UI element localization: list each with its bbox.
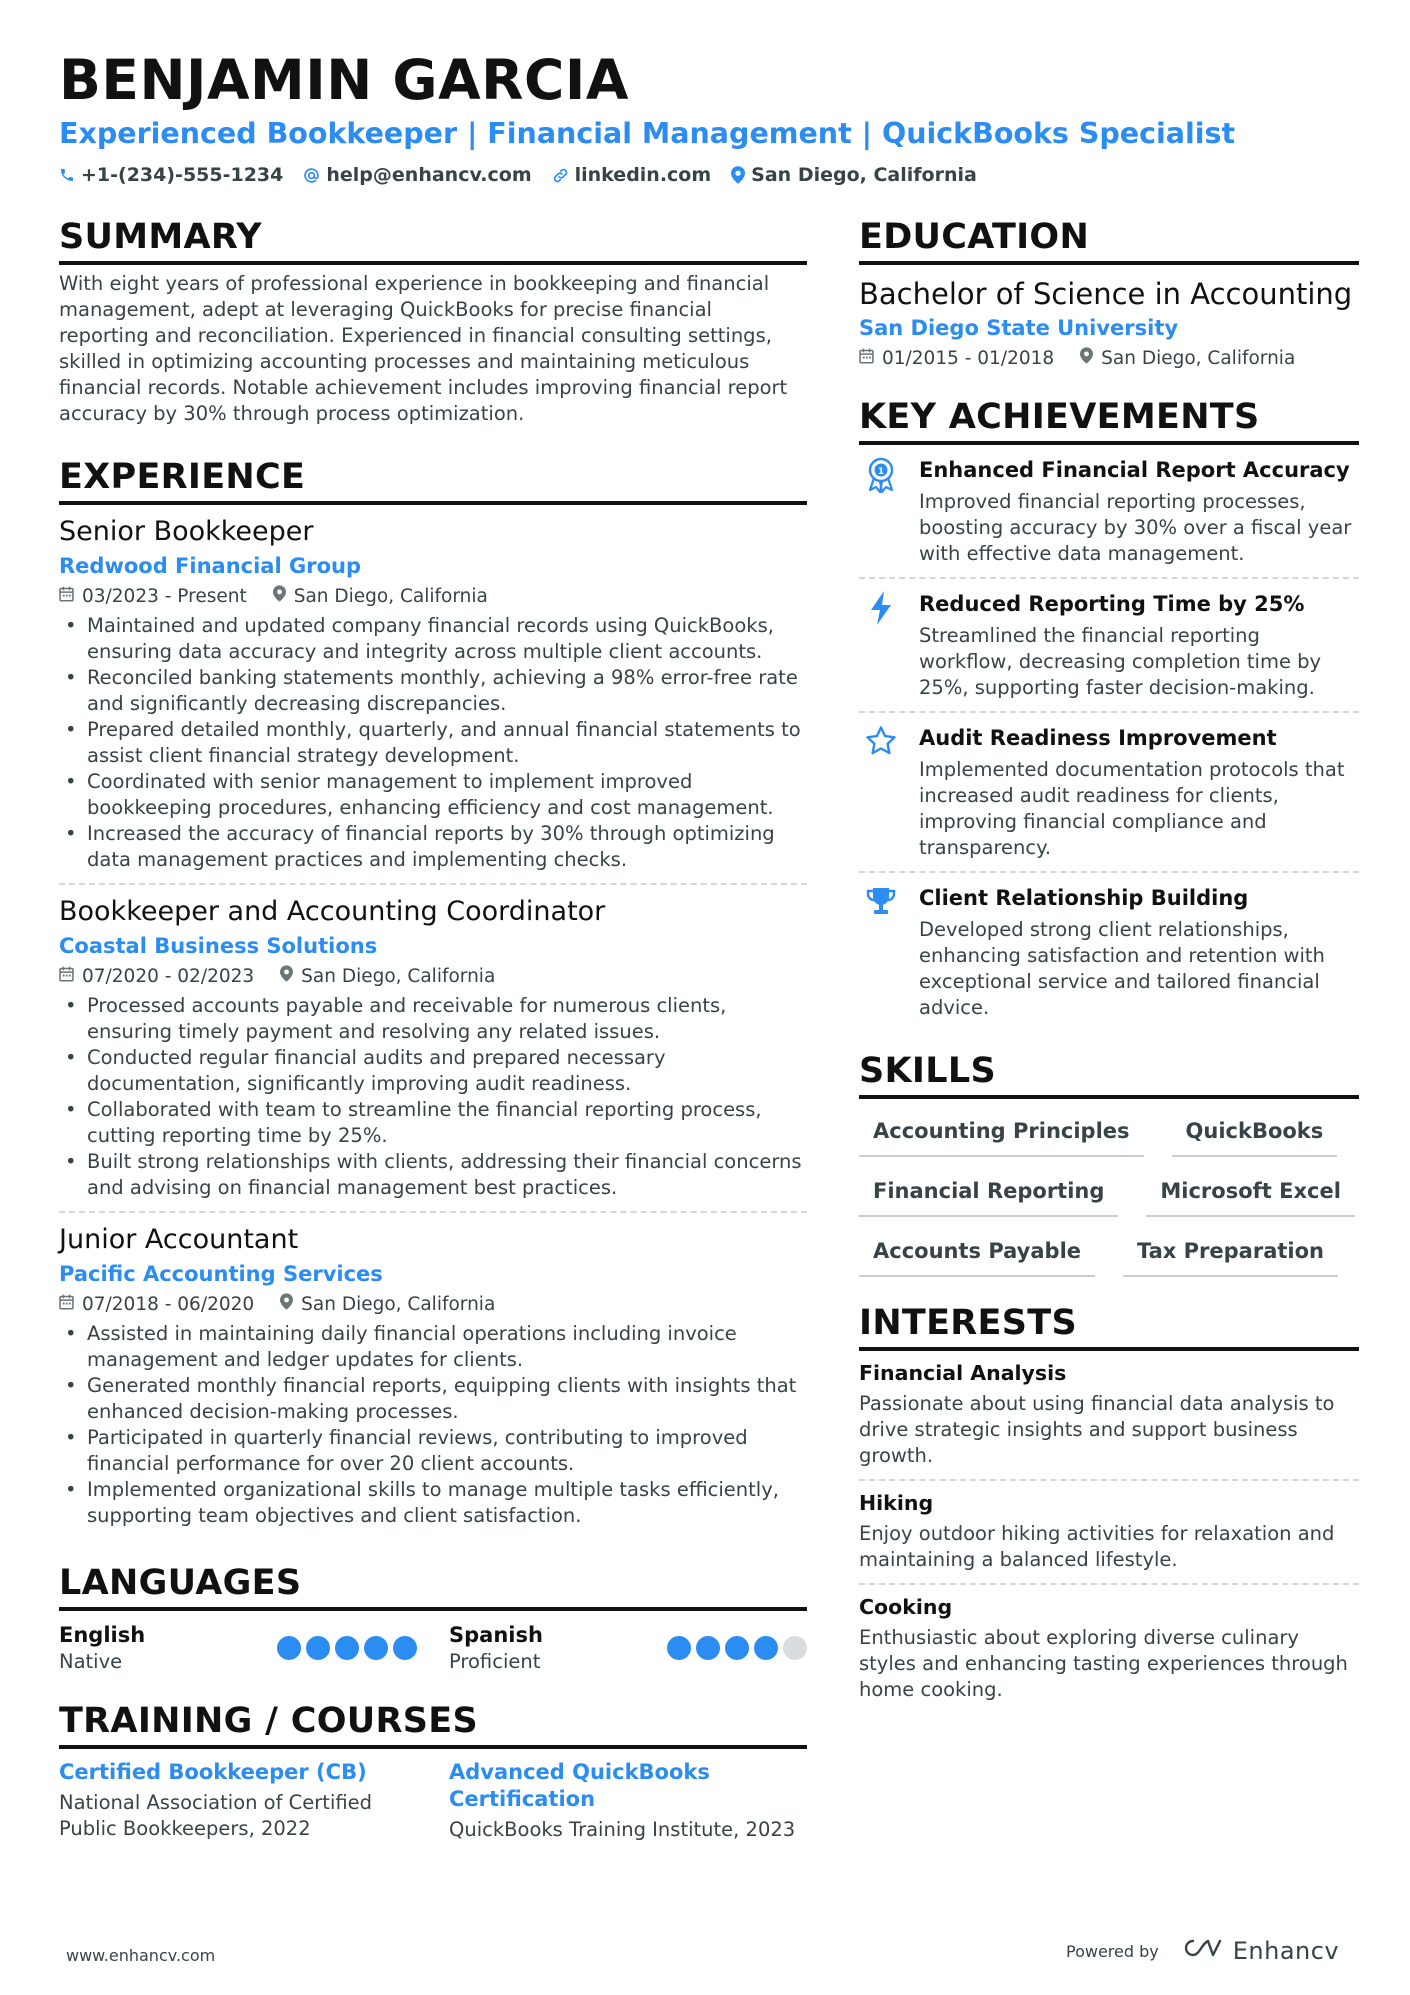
email-text: help@enhancv.com — [326, 164, 532, 186]
calendar-icon — [59, 583, 74, 611]
languages-section — [59, 1561, 807, 1675]
contact-phone[interactable] — [59, 162, 283, 188]
job-bullet: • Prepared detailed monthly, quarterly, and annual financial statements to assist client financial strategy development. — [59, 717, 807, 769]
job-location-text: San Diego, California — [293, 586, 488, 607]
skills-list — [859, 1111, 1359, 1277]
job-dates — [59, 583, 247, 611]
job-dates-text: 03/2023 - Present — [82, 586, 247, 607]
rating-dot-filled — [277, 1636, 301, 1660]
enhancv-logo-text: Enhancv — [1232, 1937, 1340, 1965]
phone-text: +1-(234)-555-1234 — [81, 164, 284, 186]
trophy-icon — [859, 883, 903, 1021]
job-bullet: • Participated in quarterly financial reviews, contributing to improved financial performance for over 20 client accounts. — [59, 1425, 807, 1477]
calendar-icon — [59, 1291, 74, 1319]
rating-dot-filled — [667, 1636, 691, 1660]
contact-linkedin[interactable] — [552, 162, 712, 188]
job-location-text: San Diego, California — [301, 966, 496, 987]
interest-title: Hiking — [859, 1491, 934, 1515]
achievement-desc: Developed strong client relationships, enhancing satisfaction and retention with exceptional service and tailored financial advice. — [919, 918, 1325, 1019]
language-name: Spanish — [449, 1623, 543, 1647]
job-bullet: • Generated monthly financial reports, equipping clients with insights that enhanced decision-making processes. — [59, 1373, 807, 1425]
job-bullets — [59, 613, 807, 873]
interest-desc: Passionate about using financial data analysis to drive strategic insights and support business growth. — [859, 1392, 1335, 1467]
training-desc: National Association of Certified Public Bookkeepers, 2022 — [59, 1791, 373, 1840]
achievements-heading: KEY ACHIEVEMENTS — [859, 395, 1359, 445]
achievement-desc: Streamlined the financial reporting workflow, decreasing completion time by 25%, supporting faster decision-making. — [919, 624, 1322, 699]
linkedin-text: linkedin.com — [574, 164, 712, 186]
interest-item — [859, 1481, 1359, 1585]
training-title: Certified Bookkeeper (CB) — [59, 1760, 367, 1784]
achievement-item — [859, 579, 1359, 713]
calendar-icon — [859, 345, 874, 373]
education-dates — [859, 345, 1054, 373]
phone-icon — [59, 167, 75, 183]
job-dates — [59, 1291, 254, 1319]
enhancv-logo[interactable] — [1177, 1936, 1339, 1966]
rating-dot-filled — [725, 1636, 749, 1660]
achievement-desc: Implemented documentation protocols that increased audit readiness for clients, improving financial compliance and transparency. — [919, 758, 1345, 859]
footer-branding — [1066, 1936, 1339, 1966]
job-bullet: • Coordinated with senior management to implement improved bookkeeping procedures, enhancing efficiency and cost management. — [59, 769, 807, 821]
interest-desc: Enthusiastic about exploring diverse culinary styles and enhancing tasting experiences through home cooking. — [859, 1626, 1348, 1701]
rating-dot-filled — [393, 1636, 417, 1660]
footer-website[interactable]: www.enhancv.com — [66, 1946, 216, 1965]
left-column — [59, 215, 807, 1871]
calendar-icon — [59, 963, 74, 991]
award-ribbon-icon — [859, 455, 903, 567]
job-dates-text: 07/2018 - 06/2020 — [82, 1294, 255, 1315]
skills-heading: SKILLS — [859, 1049, 1359, 1099]
job-bullet: • Conducted regular financial audits and prepared necessary documentation, significantly improving audit readiness. — [59, 1045, 807, 1097]
job-location — [280, 963, 495, 991]
experience-heading: EXPERIENCE — [59, 455, 807, 505]
achievement-item — [859, 873, 1359, 1031]
achievement-item — [859, 445, 1359, 579]
rating-dot-filled — [696, 1636, 720, 1660]
education-section — [859, 215, 1359, 373]
language-item — [449, 1621, 807, 1675]
job-bullet: • Built strong relationships with clients, addressing their financial concerns and advising on financial management best practices. — [59, 1149, 807, 1201]
skill-tag: Accounting Principles — [859, 1111, 1144, 1157]
language-rating — [277, 1636, 417, 1660]
job-title: Junior Accountant — [59, 1224, 299, 1255]
job-bullet: • Collaborated with team to streamline the financial reporting process, cutting reporting time by 25%. — [59, 1097, 807, 1149]
rating-dot-filled — [306, 1636, 330, 1660]
job-title: Senior Bookkeeper — [59, 516, 314, 547]
rating-dot-empty — [783, 1636, 807, 1660]
right-column — [859, 215, 1359, 1741]
job-bullet: • Maintained and updated company financial records using QuickBooks, ensuring data accuracy and integrity across multiple client accounts. — [59, 613, 807, 665]
interest-item — [859, 1585, 1359, 1713]
contact-email[interactable] — [303, 162, 531, 188]
job-location-text: San Diego, California — [301, 1294, 496, 1315]
rating-dot-filled — [335, 1636, 359, 1660]
languages-list — [59, 1621, 807, 1675]
job-meta — [59, 583, 807, 611]
interest-title: Cooking — [859, 1595, 953, 1619]
enhancv-logo-icon — [1177, 1936, 1223, 1966]
summary-text: With eight years of professional experience in bookkeeping and financial management, adept at leveraging QuickBooks for precise financial reporting and reconciliation. Experienced in financial consulting settings, skilled in optimizing accounting processes and maintaining meticulous financial records. Notable achievement includes improving financial report accuracy by 30% through process optimization. — [59, 272, 788, 425]
education-dates-text: 01/2015 - 01/2018 — [882, 348, 1055, 369]
education-school: San Diego State University — [859, 316, 1179, 340]
skill-tag: QuickBooks — [1172, 1111, 1338, 1157]
job-bullet: • Implemented organizational skills to manage multiple tasks efficiently, supporting team objectives and client satisfaction. — [59, 1477, 807, 1529]
candidate-name: BENJAMIN GARCIA — [59, 48, 629, 112]
achievement-title: Enhanced Financial Report Accuracy — [919, 458, 1350, 482]
interest-title: Financial Analysis — [859, 1361, 1067, 1385]
skill-tag: Tax Preparation — [1123, 1231, 1338, 1277]
training-desc: QuickBooks Training Institute, 2023 — [449, 1818, 796, 1841]
education-meta — [859, 345, 1359, 373]
skills-section — [859, 1049, 1359, 1277]
location-pin-icon — [273, 583, 286, 611]
link-icon — [552, 167, 569, 184]
location-pin-icon — [280, 1291, 293, 1319]
job-meta — [59, 1291, 807, 1319]
job-bullet: • Processed accounts payable and receivable for numerous clients, ensuring timely payment and resolving any related issues. — [59, 993, 807, 1045]
education-degree: Bachelor of Science in Accounting — [859, 277, 1353, 311]
job-company: Redwood Financial Group — [59, 554, 361, 578]
achievement-title: Reduced Reporting Time by 25% — [919, 592, 1305, 616]
rating-dot-filled — [364, 1636, 388, 1660]
achievement-title: Client Relationship Building — [919, 886, 1249, 910]
job-meta — [59, 963, 807, 991]
skill-tag: Accounts Payable — [859, 1231, 1095, 1277]
location-pin-icon — [1080, 345, 1093, 373]
summary-heading: SUMMARY — [59, 215, 807, 265]
contact-bar — [59, 162, 1359, 188]
job-bullet: • Reconciled banking statements monthly, achieving a 98% error-free rate and significantly decreasing discrepancies. — [59, 665, 807, 717]
achievement-title: Audit Readiness Improvement — [919, 726, 1277, 750]
job-dates — [59, 963, 254, 991]
location-pin-icon — [731, 166, 745, 184]
interest-item — [859, 1351, 1359, 1481]
training-heading: TRAINING / COURSES — [59, 1699, 807, 1749]
training-list — [59, 1759, 807, 1843]
training-item — [59, 1759, 417, 1843]
job-dates-text: 07/2020 - 02/2023 — [82, 966, 255, 987]
training-section — [59, 1699, 807, 1843]
rating-dot-filled — [754, 1636, 778, 1660]
job-location — [280, 1291, 495, 1319]
candidate-tagline: Experienced Bookkeeper | Financial Management | QuickBooks Specialist — [59, 117, 1236, 150]
achievement-desc: Improved financial reporting processes, boosting accuracy by 30% over a fiscal year with effective data management. — [919, 490, 1352, 565]
location-pin-icon — [280, 963, 293, 991]
job-bullets — [59, 993, 807, 1201]
summary-section — [59, 215, 807, 427]
job-title: Bookkeeper and Accounting Coordinator — [59, 896, 606, 927]
education-location-text: San Diego, California — [1101, 348, 1296, 369]
job-entry — [59, 1213, 807, 1539]
powered-by-label: Powered by — [1066, 1941, 1159, 1961]
training-item — [449, 1759, 807, 1843]
language-level: Proficient — [449, 1650, 541, 1673]
language-level: Native — [59, 1650, 123, 1673]
language-name: English — [59, 1623, 146, 1647]
language-item — [59, 1621, 417, 1675]
interests-section — [859, 1301, 1359, 1713]
location-text: San Diego, California — [751, 164, 977, 186]
experience-section — [59, 455, 807, 1539]
svg-text:1: 1 — [877, 467, 885, 477]
languages-heading: LANGUAGES — [59, 1561, 807, 1611]
contact-location — [731, 162, 977, 188]
achievement-item — [859, 713, 1359, 873]
job-bullets — [59, 1321, 807, 1529]
language-rating — [667, 1636, 807, 1660]
skill-tag: Microsoft Excel — [1146, 1171, 1355, 1217]
resume-header — [59, 48, 1359, 188]
achievements-section — [859, 395, 1359, 1031]
education-heading: EDUCATION — [859, 215, 1359, 265]
job-entry — [59, 885, 807, 1213]
lightning-bolt-icon — [859, 589, 903, 701]
star-icon — [859, 723, 903, 861]
interest-desc: Enjoy outdoor hiking activities for relaxation and maintaining a balanced lifestyle. — [859, 1522, 1335, 1571]
job-entry — [59, 505, 807, 885]
at-sign-icon — [303, 167, 320, 184]
job-bullet: • Assisted in maintaining daily financial operations including invoice management and ledger updates for clients. — [59, 1321, 807, 1373]
job-location — [273, 583, 488, 611]
job-bullet: • Increased the accuracy of financial reports by 30% through optimizing data management practices and implementing checks. — [59, 821, 807, 873]
training-title: Advanced QuickBooks Certification — [449, 1760, 710, 1811]
interests-heading: INTERESTS — [859, 1301, 1359, 1351]
education-location — [1080, 345, 1295, 373]
job-company: Pacific Accounting Services — [59, 1262, 383, 1286]
job-company: Coastal Business Solutions — [59, 934, 378, 958]
skill-tag: Financial Reporting — [859, 1171, 1118, 1217]
